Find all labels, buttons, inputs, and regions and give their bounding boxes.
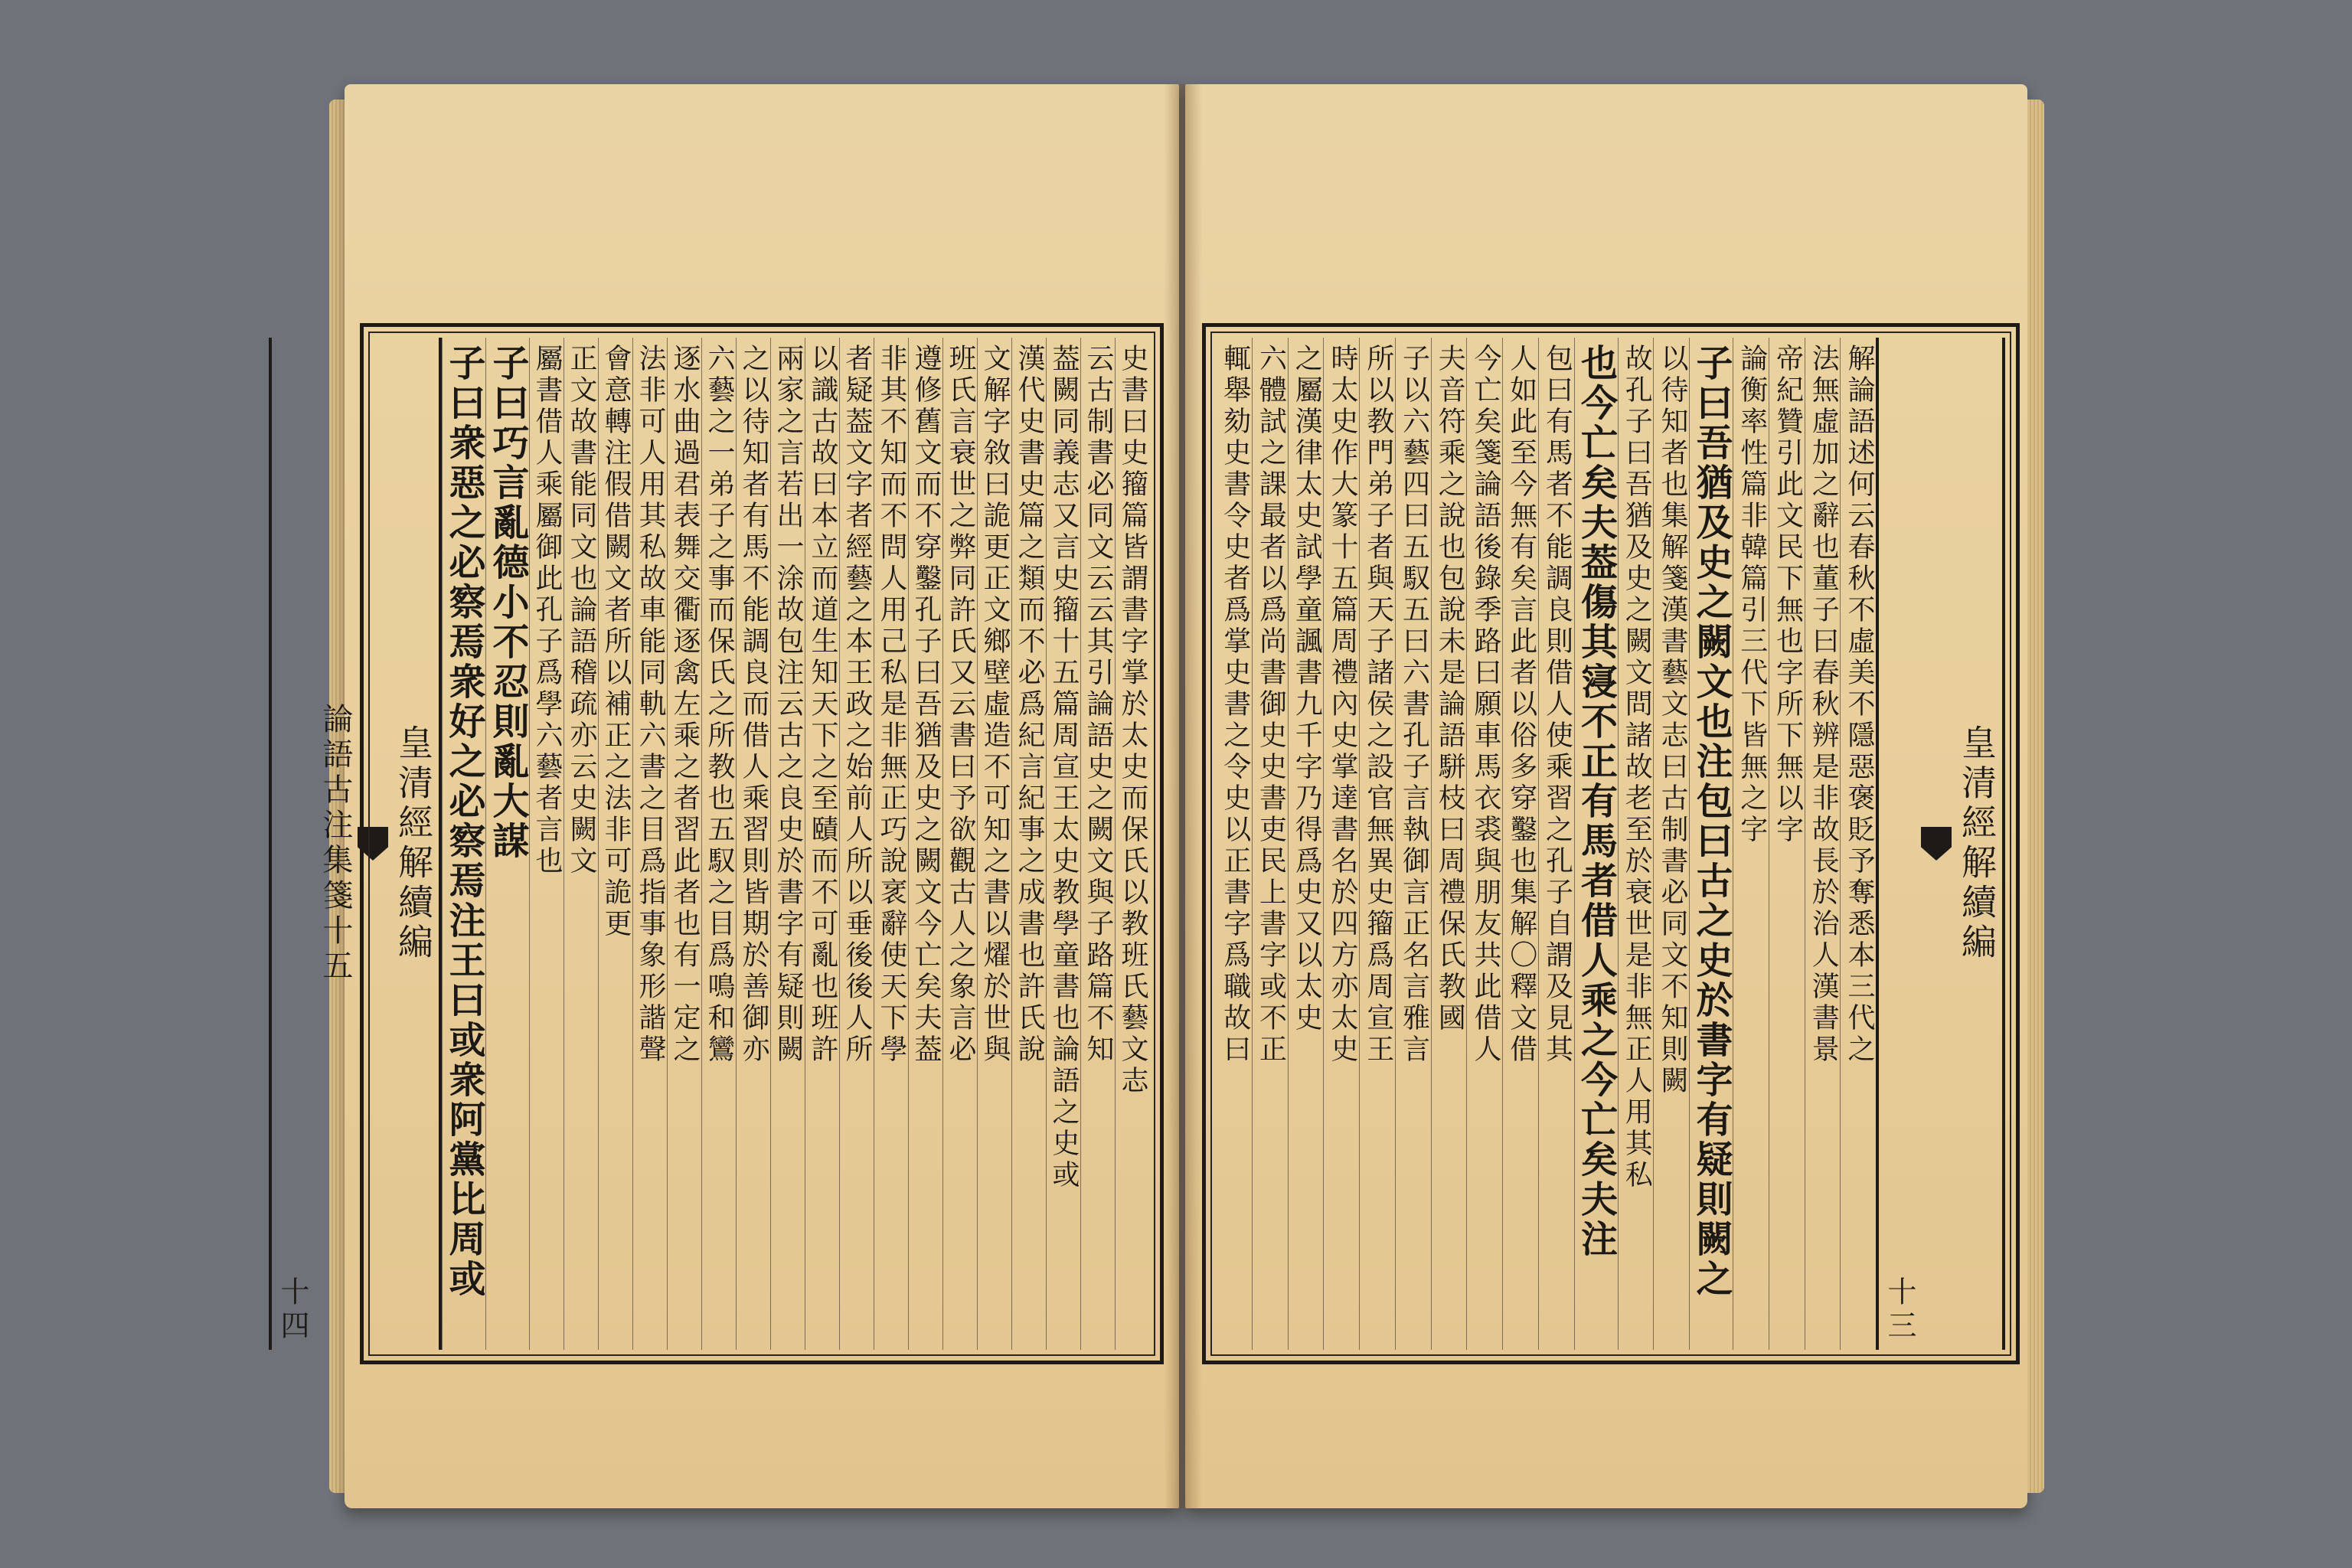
text-column: 所以教門弟子者與天子諸侯之設官無異史籀爲周宣王 (1359, 338, 1395, 1350)
text-column: 包曰有馬者不能調良則借人使乘習之孔子自謂及見其 (1538, 338, 1574, 1350)
text-column: 葢闕同義志又言史籀十五篇周宣王太史教學童書也論語之史或 (1046, 338, 1080, 1350)
text-column: 故孔子曰吾猶及史之闕文問諸故老至於衰世是非無正人用其私 (1618, 338, 1654, 1350)
text-column: 法非可人用其私故車能同軌六書之目爲指事象形諧聲 (632, 338, 667, 1350)
text-column: 以識古故曰本立而道生知天下之至賾而不可亂也班許 (805, 338, 839, 1350)
text-column: 遵修舊文而不穿鑿孔子曰吾猶及史之闕文今亡矣夫葢 (908, 338, 942, 1350)
left-columns (276, 338, 1149, 1350)
text-column: 文解字敘曰詭更正文鄉壁虛造不可知之書以燿於世與 (977, 338, 1011, 1350)
text-column: 子曰巧言亂德小不忍則亂大謀 (485, 338, 529, 1350)
text-column: 屬書借人乘屬御此孔子爲學六藝者言也 (529, 338, 564, 1350)
text-column: 也今亡矣夫葢傷其寖不正有馬者借人乘之今亡矣夫注 (1574, 338, 1618, 1350)
text-column: 以待知者也集解箋漢書藝文志曰古制書必同文不知則闕 (1653, 338, 1689, 1350)
text-column: 者疑葢文字者經藝之本王政之始前人所以垂後後人所 (839, 338, 874, 1350)
text-column: 史書曰史籀篇皆謂書字掌於太史而保氏以教班氏藝文志 (1115, 338, 1149, 1350)
text-column: 法無虛加之辭也董子曰春秋辨是非故長於治人漢書景 (1805, 338, 1841, 1350)
text-column: 六體試之課最者以爲尚書御史史書吏民上書字或不正 (1252, 338, 1288, 1350)
open-book (276, 84, 2044, 1524)
text-column: 漢代史書史篇之類而不必爲紀言紀事之成書也許氏說 (1011, 338, 1046, 1350)
text-column: 夫音符乘之說也包說未是論語駢枝曰周禮保氏教國 (1431, 338, 1467, 1350)
text-column: 人如此至今無有矣言此者以俗多穿鑿也集解〇釋文借 (1502, 338, 1538, 1350)
text-column: 班氏言衰世之弊同許氏又云書曰予欲觀古人之象言必 (942, 338, 977, 1350)
text-column: 今亡矣箋論語後錄季路曰願車馬衣裘與朋友共此借人 (1466, 338, 1502, 1350)
text-column: 六藝之一弟子之事而保氏之所教也五馭之目爲鳴和鸞 (701, 338, 736, 1350)
text-column: 非其不知而不問人用己私是非無正巧說衺辭使天下學 (874, 338, 908, 1350)
book-title: 皇清經解續編 (393, 724, 434, 963)
text-column: 正文故書能同文也論語稽疏亦云史闕文 (564, 338, 598, 1350)
text-column: 兩家之言若出一涂故包注云古之良史於書字有疑則闕 (770, 338, 805, 1350)
text-column: 解論語述何云春秋不虛美不隱惡褒貶予奪悉本三代之 (1840, 338, 1876, 1350)
text-column: 子曰吾猶及史之闕文也注包曰古之史於書字有疑則闕之 (1689, 338, 1733, 1350)
right-page-banner (1876, 338, 2005, 1350)
left-page-banner (269, 338, 442, 1350)
page-number: 十三 (1883, 1276, 1916, 1344)
right-text-frame (1202, 323, 2020, 1364)
text-column: 逐水曲過君表舞交衢逐禽左乘之者習此者也有一定之 (667, 338, 701, 1350)
text-column: 子以六藝四曰五馭五曰六書孔子言執御言正名言雅言 (1395, 338, 1431, 1350)
section-title: 論語古注集箋十五 (318, 703, 353, 985)
left-text-frame (276, 323, 1164, 1364)
text-column: 會意轉注假借闕文者所以補正之法非可詭更 (598, 338, 632, 1350)
right-page-edge (2027, 100, 2044, 1493)
page-number: 十四 (276, 1276, 309, 1344)
book-gutter (1164, 84, 1202, 1508)
fish-tail-mark-icon (358, 827, 388, 861)
text-column: 云古制書必同文云云其引論語史之闕文與子路篇不知 (1080, 338, 1115, 1350)
text-column: 帝紀贊引此文民下無也字所下無以字 (1769, 338, 1805, 1350)
fish-tail-mark-icon (1921, 827, 1952, 861)
text-column: 論衡率性篇非韓篇引三代下皆無之字 (1733, 338, 1769, 1350)
text-column: 子曰衆惡之必察焉衆好之必察焉注王曰或衆阿黨比周或 (442, 338, 485, 1350)
text-column: 時太史作大篆十五篇周禮內史掌達書名於四方亦太史 (1323, 338, 1359, 1350)
book-title: 皇清經解續編 (1956, 724, 1998, 963)
text-column: 輒舉劾史書令史者爲掌史書之令史以正書字爲職故曰 (1219, 344, 1251, 1066)
right-columns (1217, 338, 2005, 1350)
text-column: 之以待知者有馬不能調良而借人乘習則皆期於善御亦 (736, 338, 770, 1350)
text-column: 之屬漢律太史試學童諷書九千字乃得爲史又以太史 (1288, 338, 1324, 1350)
